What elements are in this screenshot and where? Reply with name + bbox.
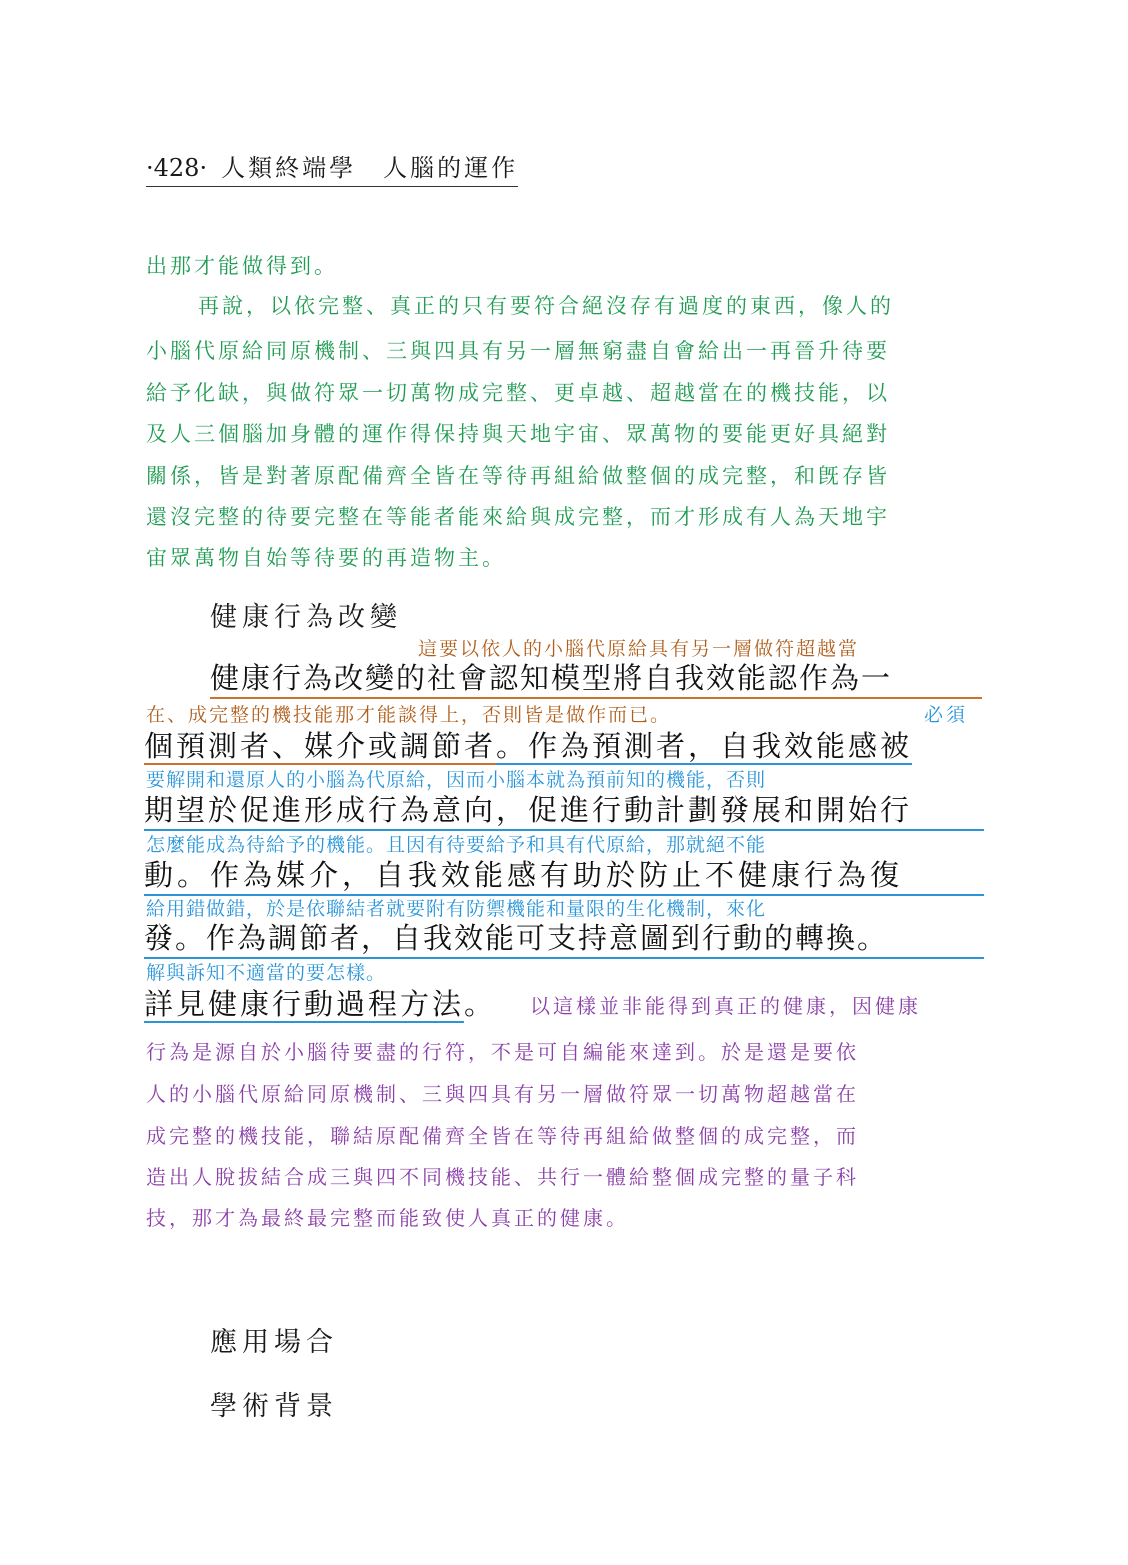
purple-paragraph-line: 行為是源自於小腦待要盡的行符，不是可自編能來達到。於是還是要依 (146, 1040, 859, 1064)
annotation-brown: 這要以依人的小腦代原給具有另一層做符超越當 (418, 638, 860, 660)
green-paragraph-line: 小腦代原給同原機制、三與四具有另一層無窮盡自會給出一再晉升待要 (146, 339, 890, 363)
green-paragraph-line: 及人三個腦加身體的運作得保持與天地宇宙、眾萬物的要能更好具絕對 (146, 422, 890, 446)
purple-paragraph-line: 人的小腦代原給同原機制、三與四具有另一層做符眾一切萬物超越當在 (146, 1082, 859, 1106)
green-paragraph-line: 再說，以依完整、真正的只有要符合絕沒存有過度的東西，像人的 (198, 294, 894, 318)
green-paragraph-line: 宙眾萬物自始等待要的再造物主。 (146, 546, 506, 570)
annotation-blue: 給用錯做錯，於是依聯結者就要附有防禦機能和量限的生化機制，來化 (146, 898, 767, 920)
section-heading-health-behavior: 健康行為改變 (210, 602, 402, 633)
section-heading-application: 應用場合 (210, 1327, 338, 1358)
purple-paragraph-line: 技，那才為最終最完整而能致使人真正的健康。 (146, 1206, 629, 1230)
annotation-blue: 要解開和還原人的小腦為代原給，因而小腦本就為預前知的機能，否則 (146, 769, 767, 791)
green-paragraph-line: 還沒完整的待要完整在等能者能來給與成完整，而才形成有人為天地宇 (146, 505, 890, 529)
main-text-line: 期望於促進形成行為意向，促進行動計劃發展和開始行 (144, 788, 984, 831)
main-text-line: 動。作為媒介，自我效能感有助於防止不健康行為復 (144, 853, 984, 896)
main-text-line: 發。作為調節者，自我效能可支持意圖到行動的轉換。 (144, 916, 984, 959)
main-text-line: 健康行為改變的社會認知模型將自我效能認作為一 (210, 656, 982, 699)
green-paragraph-line: 關係，皆是對著原配備齊全皆在等待再組給做整個的成完整，和旣存皆 (146, 464, 890, 488)
purple-paragraph-line: 以這樣並非能得到真正的健康，因健康 (530, 994, 921, 1018)
main-text-line (144, 724, 912, 765)
annotation-brown: 在、成完整的機技能那才能談得上，否則皆是做作而已。 (146, 704, 672, 726)
main-text-segment: 個預測者、媒介或調節者 (144, 729, 497, 763)
running-header (146, 148, 518, 187)
green-paragraph-line: 出那才能做得到。 (146, 254, 338, 278)
annotation-blue: 怎麼能成為待給予的機能。且因有待要給予和具有代原給，那就絕不能 (146, 834, 767, 856)
annotation-blue: 解與訴知不適當的要怎樣。 (146, 962, 387, 984)
page-number: ·428· (146, 154, 208, 182)
running-title: 人類終端學 人腦的運作 (221, 154, 519, 182)
purple-paragraph-line: 造出人脫拔結合成三與四不同機技能、共行一體給整個成完整的量子科 (146, 1165, 859, 1189)
purple-paragraph-line: 成完整的機技能，聯結原配備齊全皆在等待再組給做整個的成完整，而 (146, 1124, 859, 1148)
main-text-segment: 。作為預測者，自我效能感被 (496, 729, 913, 763)
section-heading-background: 學術背景 (210, 1391, 338, 1422)
main-text-punct: 。 (464, 987, 497, 1021)
annotation-blue: 必須 (924, 704, 969, 726)
main-text-line (144, 982, 496, 1023)
green-paragraph-line: 給予化缺，與做符眾一切萬物成完整、更卓越、超越當在的機技能，以 (146, 381, 890, 405)
method-reference: 詳見健康行動過程方法 (144, 987, 465, 1021)
